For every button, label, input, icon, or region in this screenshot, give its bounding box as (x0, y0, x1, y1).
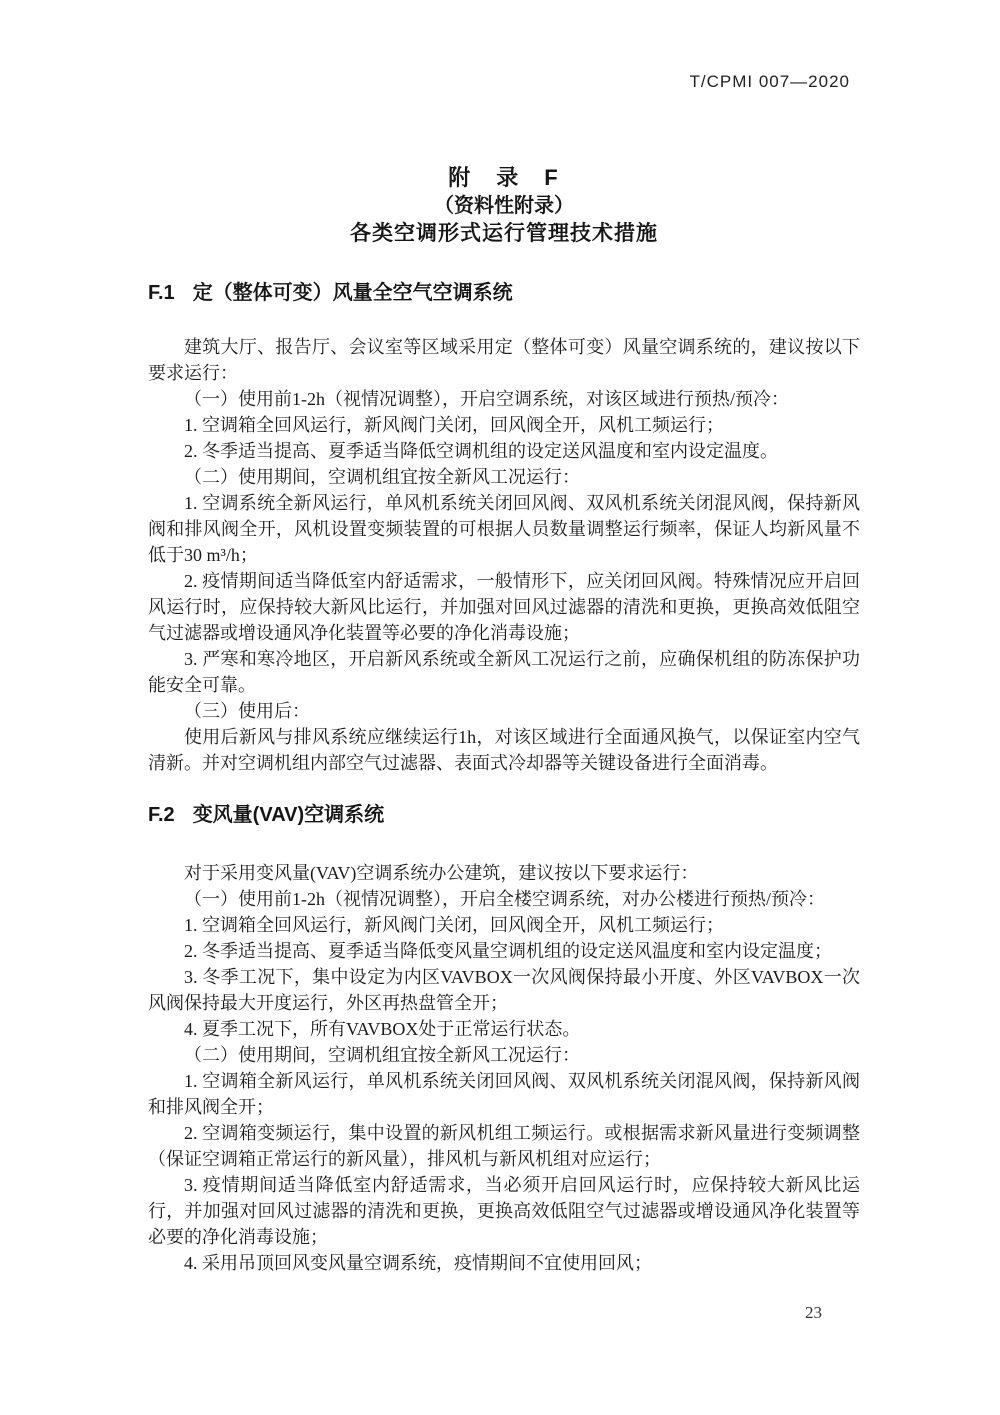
paragraph: （一）使用前1-2h（视情况调整），开启空调系统，对该区域进行预热/预冷： (184, 389, 789, 409)
paragraph: 2. 冬季适当提高、夏季适当降低变风量空调机组的设定送风温度和室内设定温度； (184, 941, 832, 961)
section-title: 变风量(VAV)空调系统 (192, 804, 385, 826)
paragraph: 2. 冬季适当提高、夏季适当降低空调机组的设定送风温度和室内设定温度。 (184, 441, 778, 461)
paragraph: 1. 空调箱全新风运行，单风机系统关闭回风阀、双风机系统关闭混风阀，保持新风阀和排风阀全开； (148, 1071, 860, 1117)
paragraph: 2. 空调箱变频运行，集中设置的新风机组工频运行。或根据需求新风量进行变频调整（保证空调箱正常运行的新风量），排风机与新风机组对应运行； (148, 1123, 860, 1169)
paragraph: 3. 疫情期间适当降低室内舒适需求，当必须开启回风运行时，应保持较大新风比运行，并加强对回风过滤器的清洗和更换，更换高效低阻空气过滤器或增设通风净化装置等必要的净化消毒设施； (148, 1175, 860, 1247)
paragraph: 1. 空调箱全回风运行，新风阀门关闭，回风阀全开，风机工频运行； (184, 915, 724, 935)
appendix-title: 附 录 F (448, 165, 560, 190)
paragraph: 3. 严寒和寒冷地区，开启新风系统或全新风工况运行之前，应确保机组的防冻保护功能安全可靠。 (148, 649, 860, 695)
paragraph: （二）使用期间，空调机组宜按全新风工况运行： (184, 1045, 580, 1065)
paragraph: 建筑大厅、报告厅、会议室等区域采用定（整体可变）风量空调系统的，建议按以下要求运行： (148, 337, 860, 383)
section-f1-body (148, 334, 860, 776)
document-number: T/CPMI 007—2020 (689, 72, 850, 91)
paragraph: （三）使用后： (184, 701, 310, 721)
paragraph: 1. 空调系统全新风运行，单风机系统关闭回风阀、双风机系统关闭混风阀，保持新风阀和排风阀全开，风机设置变频装置的可根据人员数量调整运行频率，保证人均新风量不低于30 m³/h； (148, 493, 860, 565)
paragraph: 4. 夏季工况下，所有VAVBOX处于正常运行状态。 (184, 1019, 581, 1039)
section-number: F.1 (148, 282, 175, 304)
section-title: 定（整体可变）风量全空气空调系统 (192, 282, 513, 304)
section-f2-body (148, 860, 860, 1276)
section-heading-f1 (148, 280, 860, 306)
paragraph: 2. 疫情期间适当降低室内舒适需求，一般情形下，应关闭回风阀。特殊情况应开启回风运行时，应保持较大新风比运行，并加强对回风过滤器的清洗和更换，更换高效低阻空气过滤器或增设通风净化装置等必要的净化消毒设施； (148, 571, 860, 643)
appendix-subtitle: （资料性附录） (434, 195, 574, 217)
paragraph: 1. 空调箱全回风运行，新风阀门关闭，回风阀全开，风机工频运行； (184, 415, 724, 435)
page-number: 23 (805, 1303, 822, 1322)
appendix-title-block (148, 0, 860, 248)
paragraph: 4. 采用吊顶回风变风量空调系统，疫情期间不宜使用回风； (184, 1253, 652, 1273)
paragraph: （一）使用前1-2h（视情况调整），开启全楼空调系统，对办公楼进行预热/预冷： (184, 889, 825, 909)
paragraph: 3. 冬季工况下，集中设定为内区VAVBOX一次风阀保持最小开度、外区VAVBOX一次风阀保持最大开度运行，外区再热盘管全开； (148, 967, 860, 1013)
section-number: F.2 (148, 804, 175, 826)
paragraph: 使用后新风与排风系统应继续运行1h，对该区域进行全面通风换气，以保证室内空气清新。并对空调机组内部空气过滤器、表面式冷却器等关键设备进行全面消毒。 (148, 727, 860, 773)
appendix-name: 各类空调形式运行管理技术措施 (350, 222, 658, 245)
paragraph: （二）使用期间，空调机组宜按全新风工况运行： (184, 467, 580, 487)
paragraph: 对于采用变风量(VAV)空调系统办公建筑，建议按以下要求运行： (184, 863, 699, 883)
section-heading-f2 (148, 802, 860, 828)
